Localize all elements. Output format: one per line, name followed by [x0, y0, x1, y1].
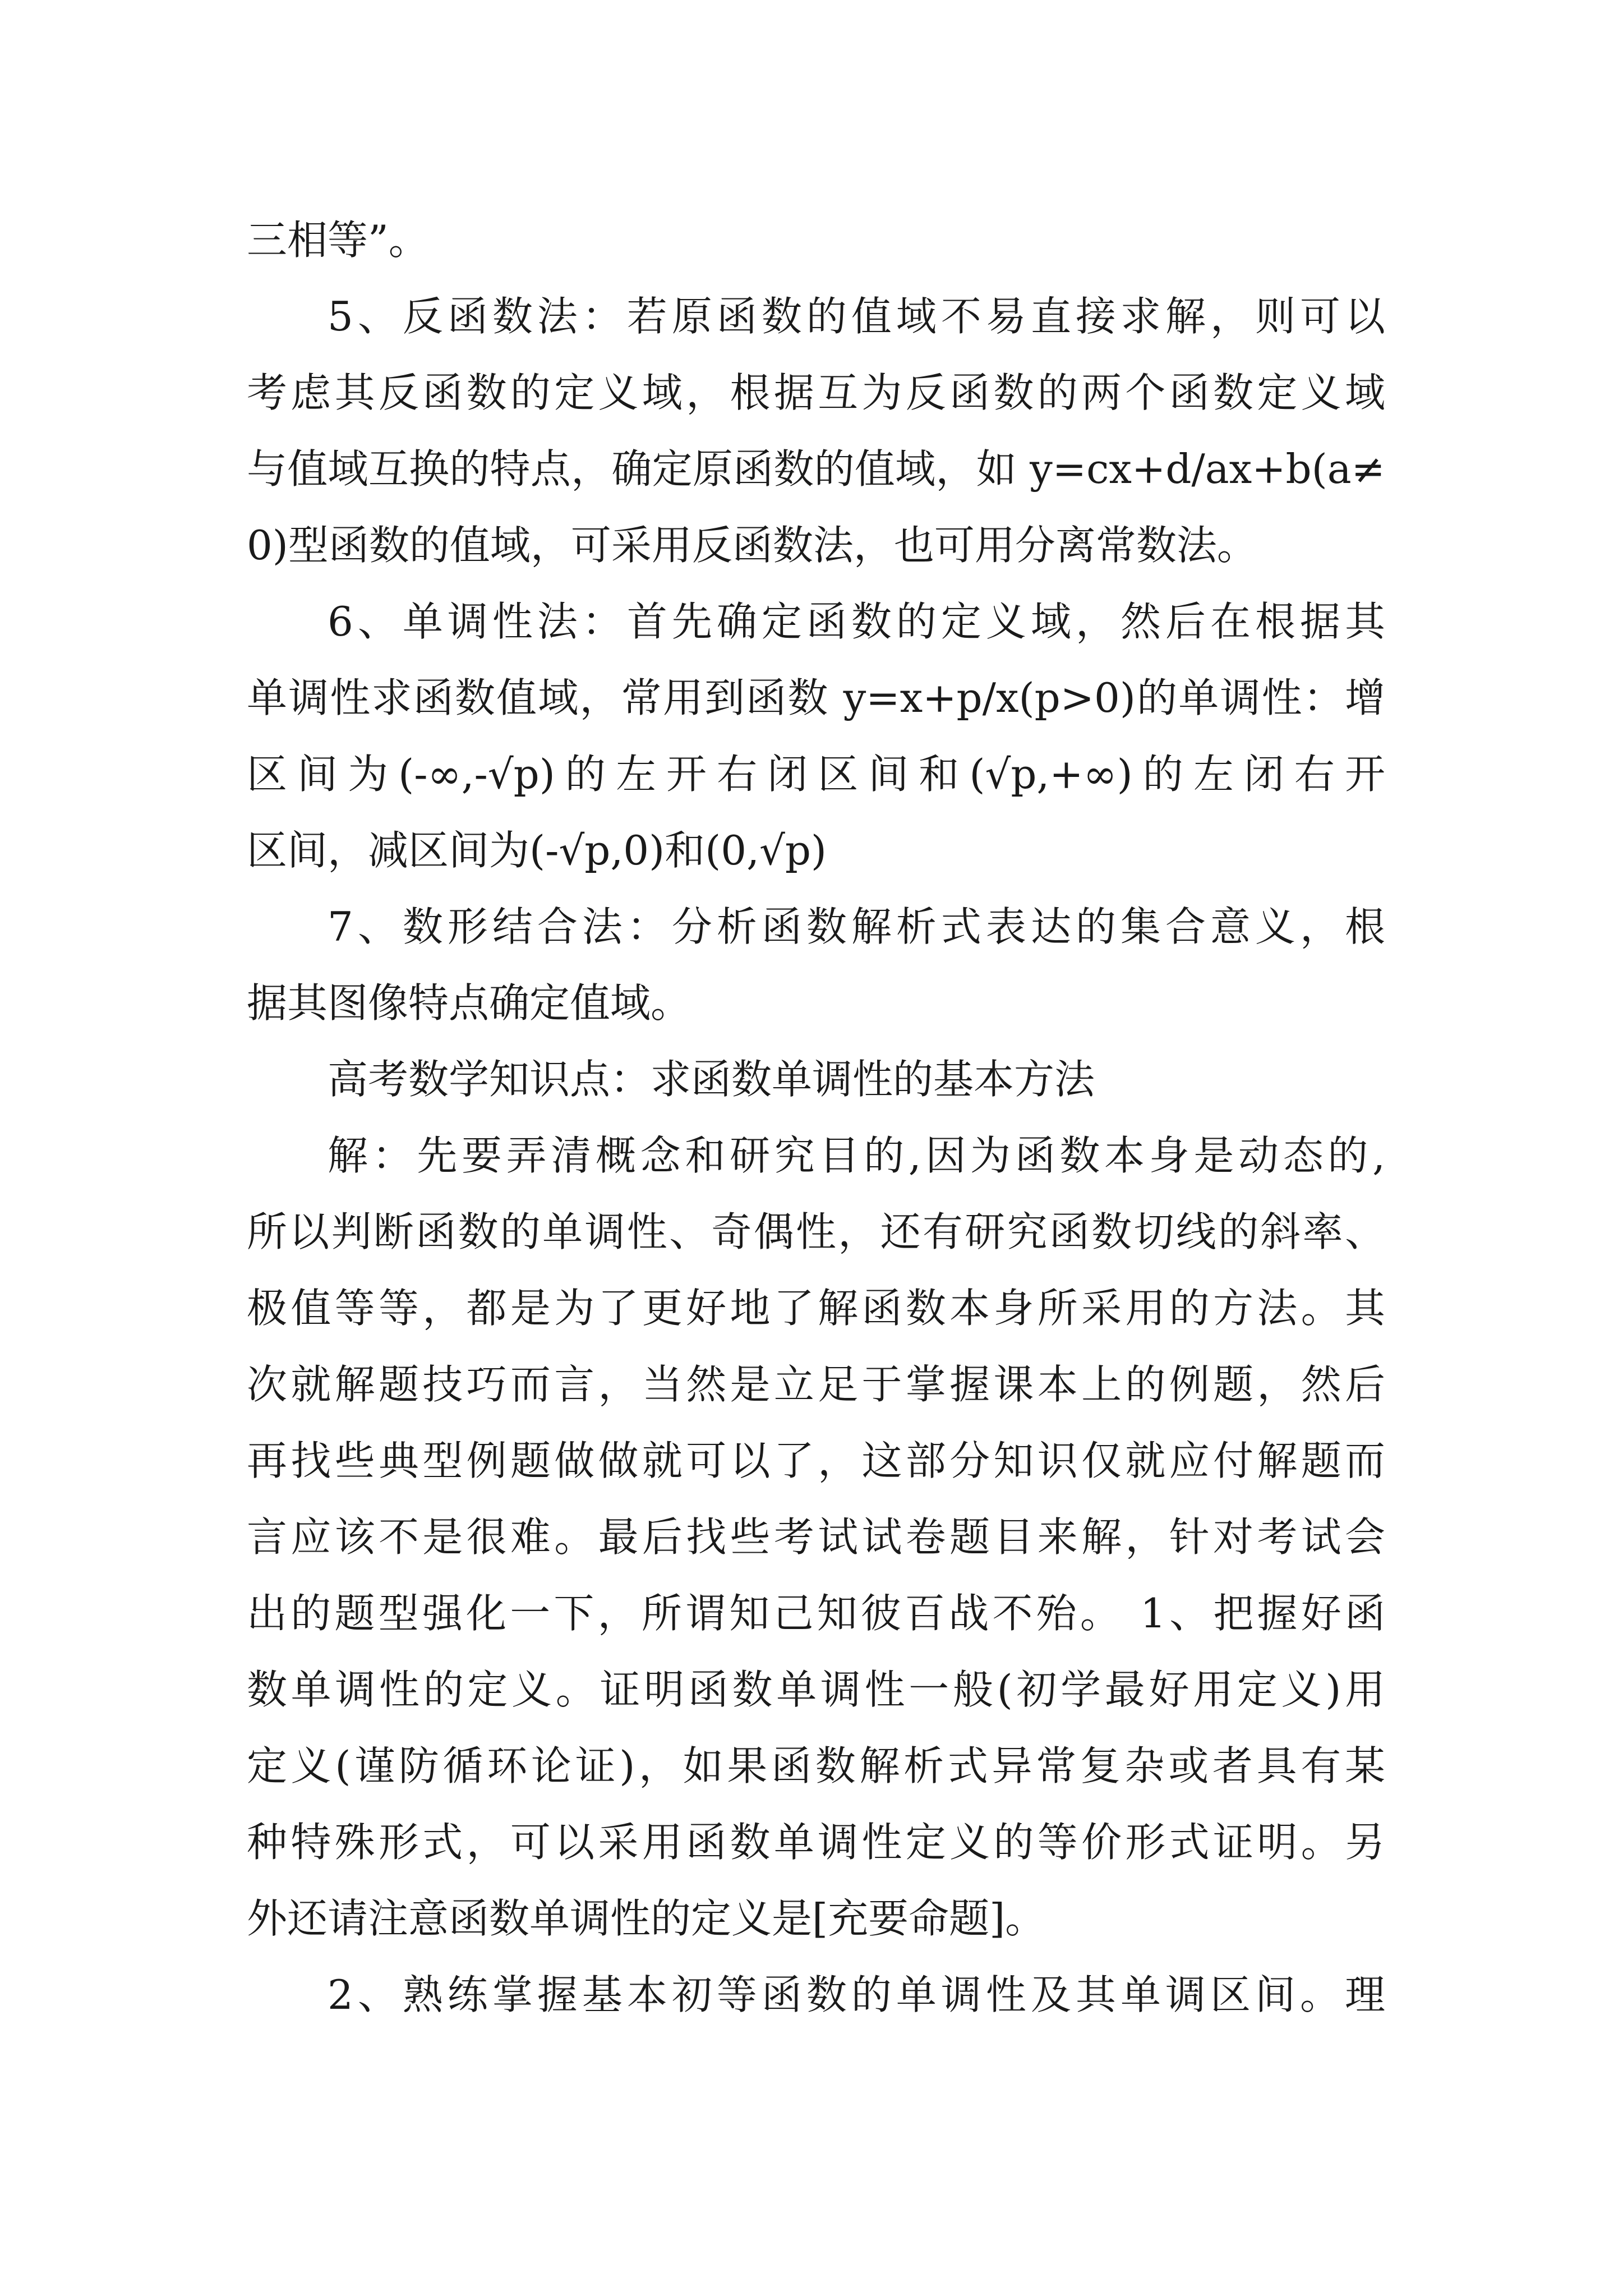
text-line: 区间为(-∞,-√p)的左开右闭区间和(√p,+∞)的左闭右开: [247, 751, 1385, 798]
text-line: 区间，减区间为(-√p,0)和(0,√p): [247, 827, 827, 874]
text-line: 单调性求函数值域，常用到函数 y=x+p/x(p>0)的单调性：增: [247, 674, 1385, 721]
text-line: 7、数形结合法：分析函数解析式表达的集合意义，根: [328, 903, 1385, 950]
text-line: 定义(谨防循环论证)，如果函数解析式异常复杂或者具有某: [247, 1742, 1385, 1789]
text-line: 与值域互换的特点，确定原函数的值域，如 y=cx+d/ax+b(a≠: [247, 445, 1385, 493]
text-line: 出的题型强化一下，所谓知己知彼百战不殆。 1、把握好函: [247, 1590, 1385, 1637]
text-line: 外还请注意函数单调性的定义是[充要命题]。: [247, 1895, 1046, 1942]
text-line: 言应该不是很难。最后找些考试试卷题目来解，针对考试会: [247, 1513, 1385, 1561]
text-line: 再找些典型例题做做就可以了，这部分知识仅就应付解题而: [247, 1437, 1385, 1484]
text-line: 据其图像特点确定值域。: [247, 979, 691, 1027]
text-line: 极值等等，都是为了更好地了解函数本身所采用的方法。其: [247, 1285, 1385, 1332]
text-line: 0)型函数的值域，可采用反函数法，也可用分离常数法。: [247, 522, 1257, 569]
text-line: 考虑其反函数的定义域，根据互为反函数的两个函数定义域: [247, 369, 1385, 416]
text-line: 5、反函数法：若原函数的值域不易直接求解，则可以: [328, 293, 1385, 340]
text-line: 种特殊形式，可以采用函数单调性定义的等价形式证明。另: [247, 1819, 1385, 1866]
text-line: 三相等”。: [247, 217, 429, 264]
text-line: 次就解题技巧而言，当然是立足于掌握课本上的例题，然后: [247, 1361, 1385, 1408]
section-heading: 高考数学知识点：求函数单调性的基本方法: [328, 1056, 1095, 1103]
text-line: 解：先要弄清概念和研究目的,因为函数本身是动态的,: [328, 1132, 1385, 1179]
text-line: 6、单调性法：首先确定函数的定义域，然后在根据其: [328, 598, 1385, 645]
text-line: 2、熟练掌握基本初等函数的单调性及其单调区间。理: [328, 1971, 1385, 2018]
text-line: 所以判断函数的单调性、奇偶性，还有研究函数切线的斜率、: [247, 1208, 1385, 1255]
text-line: 数单调性的定义。证明函数单调性一般(初学最好用定义)用: [247, 1666, 1385, 1713]
document-body: [247, 202, 1385, 2033]
